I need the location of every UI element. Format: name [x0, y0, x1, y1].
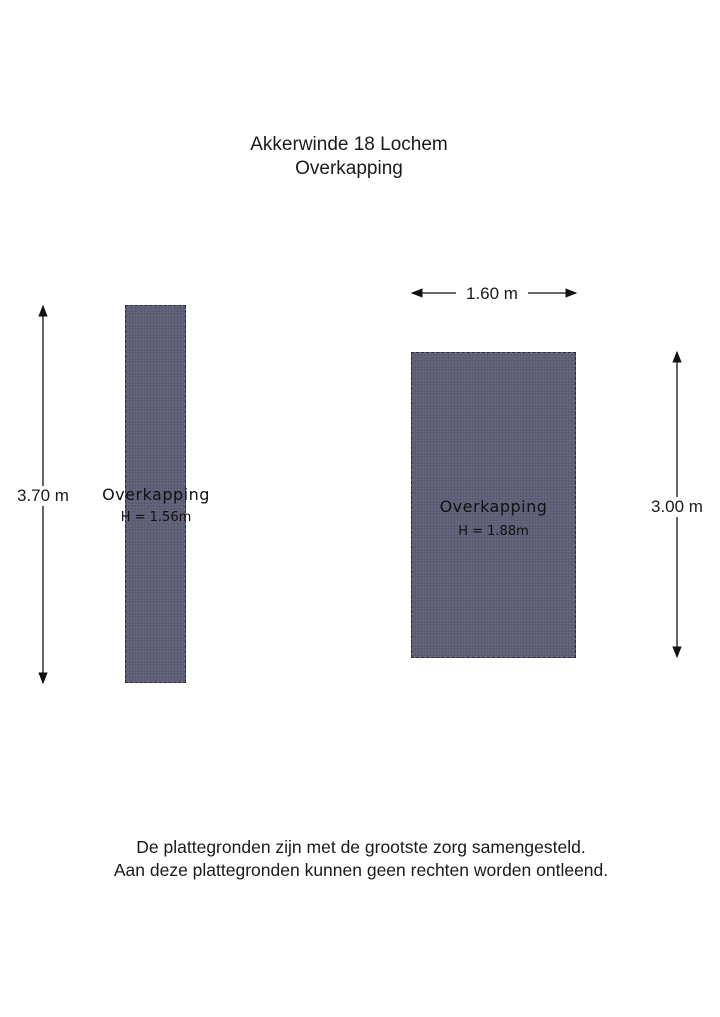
room2-width-label: 1.60 m — [456, 284, 528, 304]
room2-height: H = 1.88m — [458, 524, 529, 539]
room2-length-label: 3.00 m — [641, 497, 713, 517]
floorplan-address: Akkerwinde 18 Lochem — [250, 134, 448, 155]
room1-name: Overkapping — [102, 485, 210, 504]
room2-name: Overkapping — [439, 497, 548, 516]
floorplan-subtitle: Overkapping — [295, 158, 403, 179]
room1-height: H = 1.56m — [120, 510, 192, 525]
disclaimer-line-2: Aan deze plattegronden kunnen geen rechten worden ontleend. — [113, 860, 609, 880]
room1-length-label: 3.70 m — [8, 486, 78, 506]
disclaimer-line-1: De plattegronden zijn met de grootste zorg samengesteld. — [136, 837, 586, 857]
